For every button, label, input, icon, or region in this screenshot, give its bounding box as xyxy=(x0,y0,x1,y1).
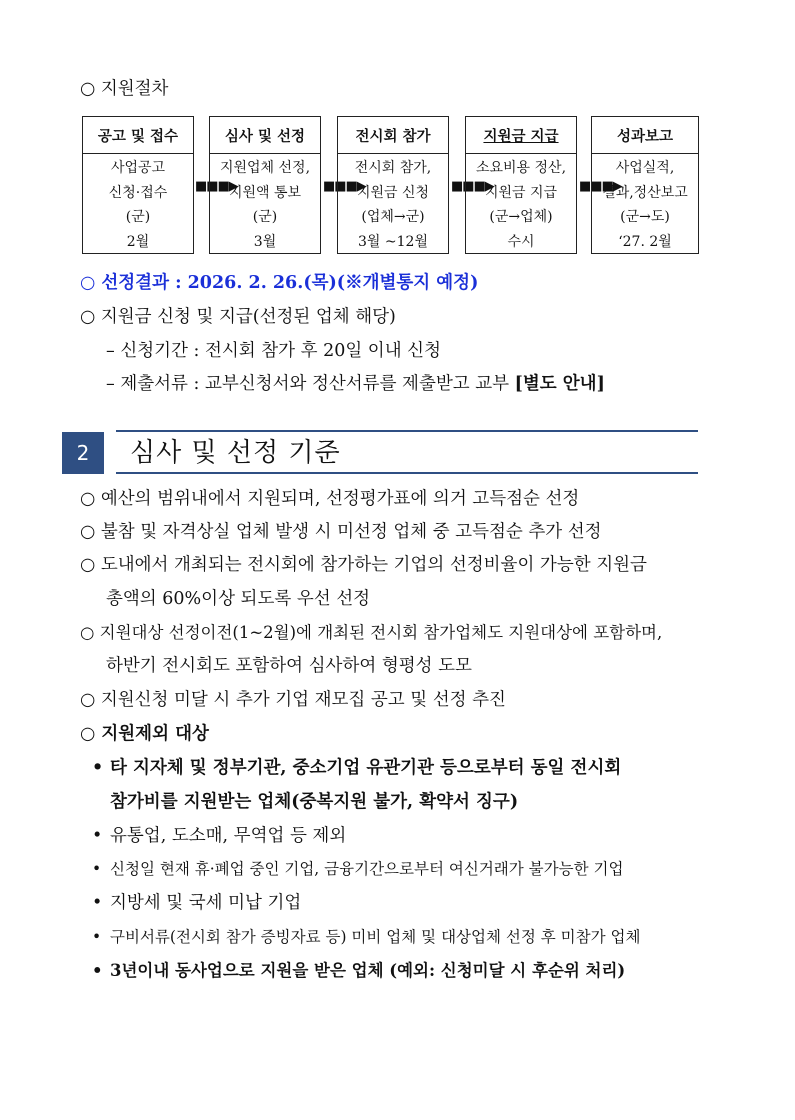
exclusion-item-continued: 참가비를 지원받는 업체(중복지원 불가, 확약서 징구) xyxy=(110,792,519,812)
step-line: 신청·접수 xyxy=(108,184,168,201)
criteria-item: ○ 지원신청 미달 시 추가 기업 재모집 공고 및 선정 추진 xyxy=(80,690,506,710)
step-line: 3월 xyxy=(253,233,277,250)
exclusion-text: 3년이내 동사업으로 지원을 받은 업체 (예외: 신청미달 시 후순위 처리) xyxy=(110,961,626,980)
exclusion-item xyxy=(92,924,640,950)
bullet-icon: • xyxy=(92,893,103,913)
step-title xyxy=(466,117,576,154)
step-line: (군→업체) xyxy=(489,209,553,225)
step-box-3 xyxy=(337,116,449,254)
exclusion-text: 유통업, 도소매, 무역업 등 제외 xyxy=(110,826,347,846)
step-line: 전시회 참가, xyxy=(354,160,432,176)
flow-arrow-icon: ■■■▶ xyxy=(451,179,494,194)
step-line: 소요비용 정산, xyxy=(475,160,567,176)
step-title-text: 지원금 지급 xyxy=(483,128,559,145)
flow-arrow-icon: ■■■▶ xyxy=(579,179,622,194)
step-box-5 xyxy=(591,116,699,254)
criteria-item: ○ 예산의 범위내에서 지원되며, 선정평가표에 의거 고득점순 선정 xyxy=(80,489,580,509)
step-line: (군) xyxy=(125,209,151,225)
step-line: 지원액 통보 xyxy=(228,184,302,201)
step-line: 사업공고 xyxy=(110,160,166,176)
section-top-rule xyxy=(116,430,698,432)
criteria-item-continued: 총액의 60%이상 되도록 우선 선정 xyxy=(106,589,371,609)
apply-docs xyxy=(106,371,605,397)
flow-arrow-icon: ■■■▶ xyxy=(195,179,238,194)
step-line: 2월 xyxy=(126,233,150,250)
criteria-item: ○ 지원대상 선정이전(1~2월)에 개최된 전시회 참가업체도 지원대상에 포함하며, xyxy=(80,623,663,642)
step-line: 지원금 신청 xyxy=(356,184,430,201)
bullet-icon: • xyxy=(92,860,102,878)
criteria-item: ○ 도내에서 개최되는 전시회에 참가하는 기업의 선정비율이 가능한 지원금 xyxy=(80,555,647,575)
criteria-item: ○ 불참 및 자격상실 업체 발생 시 미선정 업체 중 고득점순 추가 선정 xyxy=(80,522,602,542)
exclusion-item xyxy=(92,958,625,984)
apply-docs-note: [별도 안내] xyxy=(514,374,605,394)
step-line: (군) xyxy=(252,209,278,225)
selection-result: ○ 선정결과 : 2026. 2. 26.(목)(※개별통지 예정) xyxy=(80,273,479,293)
step-line: 지원금 지급 xyxy=(484,184,558,201)
bullet-icon: • xyxy=(92,826,103,846)
exclusion-text: 지방세 및 국세 미납 기업 xyxy=(110,893,302,913)
step-box-1 xyxy=(82,116,194,254)
flow-arrow-icon: ■■■▶ xyxy=(323,179,366,194)
process-flow xyxy=(82,116,702,256)
exclusion-text: 타 지자체 및 정부기관, 중소기업 유관기관 등으로부터 동일 전시회 xyxy=(110,758,622,778)
apply-heading: ○ 지원금 신청 및 지급(선정된 업체 해당) xyxy=(80,307,396,327)
step-line: 3월 ~12월 xyxy=(358,233,428,250)
exclusion-text: 신청일 현재 휴·폐업 중인 기업, 금융기간으로부터 여신거래가 불가능한 기업 xyxy=(110,860,624,878)
step-line: ‘27. 2월 xyxy=(618,233,672,250)
section-number-badge: 2 xyxy=(62,432,104,474)
step-line: 지원업체 선정, xyxy=(219,160,311,176)
procedure-heading: ○ 지원절차 xyxy=(80,79,169,99)
step-box-2 xyxy=(209,116,321,254)
exclusion-item xyxy=(92,823,346,849)
section-bottom-rule xyxy=(116,472,698,474)
bullet-icon: • xyxy=(92,961,103,980)
step-line: (업체→군) xyxy=(361,209,425,225)
criteria-item-continued: 하반기 전시회도 포함하여 심사하여 형평성 도모 xyxy=(106,656,472,676)
bullet-icon: • xyxy=(92,758,104,778)
step-title: 심사 및 선정 xyxy=(210,117,320,154)
exclusion-item xyxy=(92,755,621,781)
step-line: (군→도) xyxy=(620,209,670,225)
step-title: 전시회 참가 xyxy=(338,117,448,154)
section-title: 심사 및 선정 기준 xyxy=(130,438,341,468)
step-title: 공고 및 접수 xyxy=(83,117,193,154)
step-line: 결과,정산보고 xyxy=(602,184,688,201)
step-title: 성과보고 xyxy=(592,117,698,154)
exclusion-heading: ○ 지원제외 대상 xyxy=(80,724,209,744)
step-line: 사업실적, xyxy=(615,160,675,176)
step-line: 수시 xyxy=(507,233,535,250)
apply-docs-text: – 제출서류 : 교부신청서와 정산서류를 제출받고 교부 xyxy=(106,374,515,394)
apply-period: – 신청기간 : 전시회 참가 후 20일 이내 신청 xyxy=(106,341,441,361)
exclusion-text: 구비서류(전시회 참가 증빙자료 등) 미비 업체 및 대상업체 선정 후 미참가 업체 xyxy=(110,928,641,946)
exclusion-item xyxy=(92,890,301,916)
step-box-4 xyxy=(465,116,577,254)
bullet-icon: • xyxy=(92,928,102,946)
exclusion-item xyxy=(92,856,623,882)
